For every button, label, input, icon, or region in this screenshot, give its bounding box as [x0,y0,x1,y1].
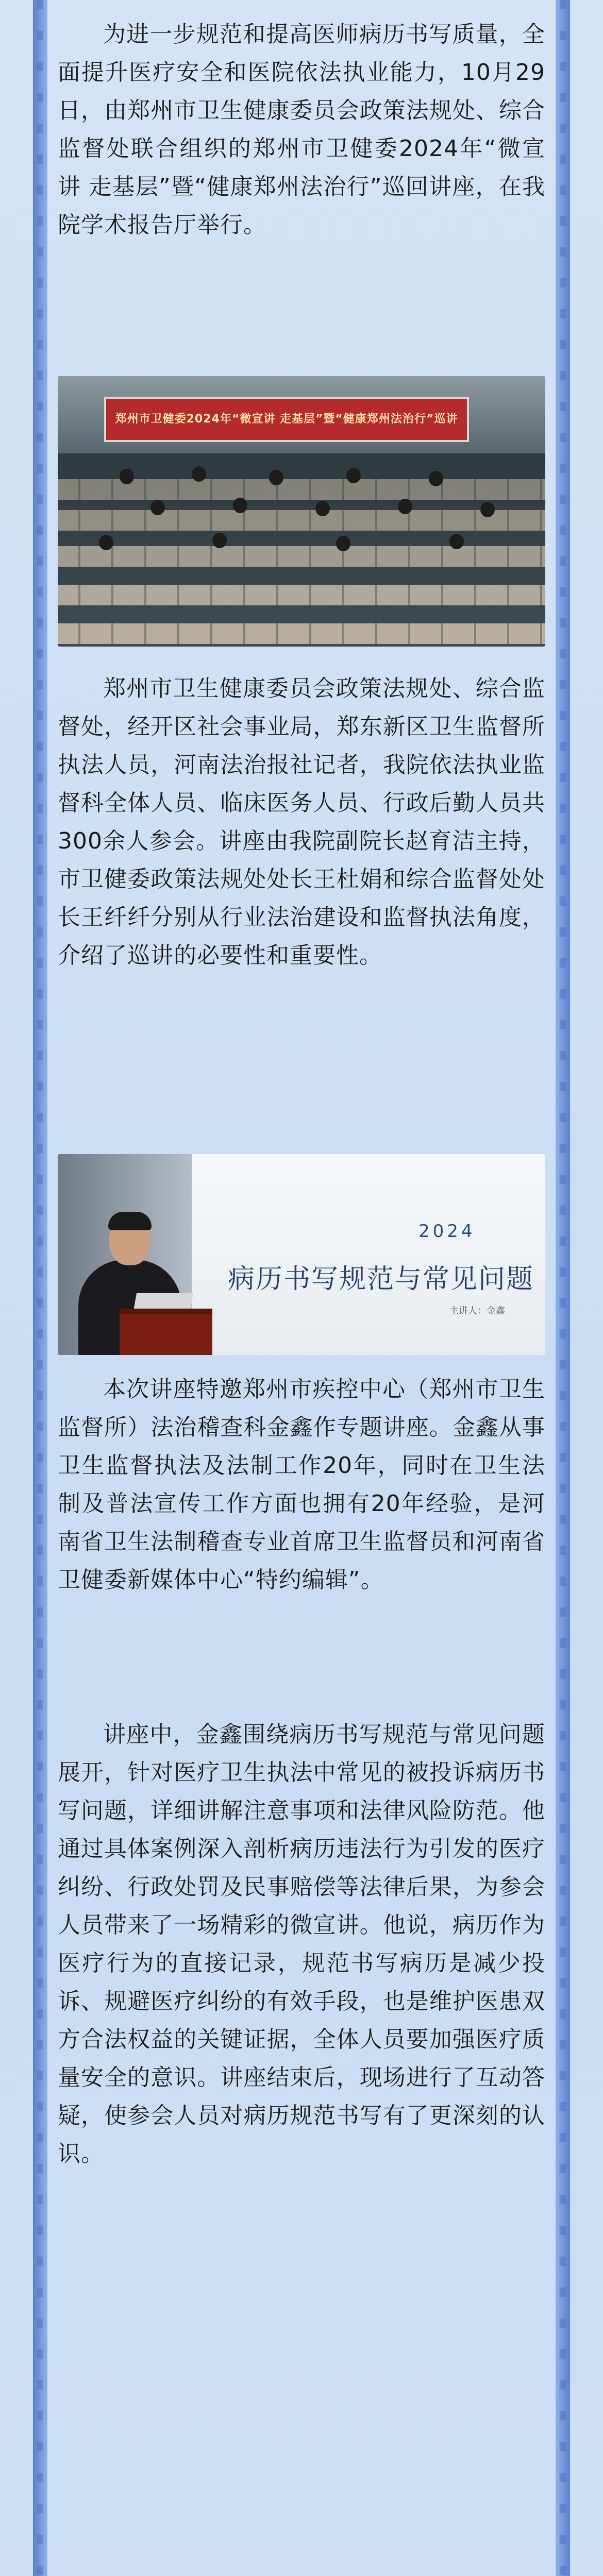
seat-row [58,585,545,605]
audience-head [336,536,350,551]
left-decorative-rail [33,0,47,2576]
speaker-hair [108,1212,152,1230]
seat-row [58,623,545,644]
audience-head [192,466,206,482]
seat-row [58,510,545,531]
audience-head [99,535,113,550]
paragraph-speaker-intro: 本次讲座特邀郑州市疾控中心（郑州市卫生监督所）法治稽查科金鑫作专题讲座。金鑫从事卫生监督执法及法制工作20年，同时在卫生法制及普法宣传工作方面也拥有20年经验，是河南省卫生法制稽查专业首席卫生监督员和河南省卫健委新媒体中心“特约编辑”。 [58,1376,545,1593]
paragraph-lecture-content: 讲座中，金鑫围绕病历书写规范与常见问题展开，针对医疗卫生执法中常见的被投诉病历书写问题，详细讲解注意事项和法律风险防范。他通过具体案例深入剖析病历违法行为引发的医疗纠纷、行政处罚及民事赔偿等法律后果，为参会人员带来了一场精彩的微宣讲。他说，病历作为医疗行为的直接记录，规范书写病历是减少投诉、规避医疗纠纷的有效手段，也是维护医患双方合法权益的关键证据，全体人员要加强医疗质量安全的意识。讲座结束后，现场进行了互动答疑，使参会人员对病历规范书写有了更深刻的认识。 [58,1721,545,2167]
slide-year: 2024 [418,1221,476,1242]
hall-banner: 郑州市卫健委2024年“微宣讲 走基层”暨“健康郑州法治行”巡讲 [104,397,469,442]
audience-head [429,471,443,486]
presentation-slide [187,1154,545,1355]
audience-head [449,534,464,549]
speaker-photo [58,1154,545,1355]
audience-head [315,501,330,516]
audience-head [150,500,165,515]
laptop [133,1293,193,1311]
lecture-hall-photo [58,376,545,647]
audience-head [120,469,134,484]
audience-head [269,470,283,485]
slide-title: 病历书写规范与常见问题 [228,1264,534,1295]
seat-row [58,546,545,567]
paragraph-attendees: 郑州市卫生健康委员会政策法规处、综合监督处，经开区社会事业局，郑东新区卫生监督所执法人员，河南法治报社记者，我院依法执业监督科全体人员、临床医务人员、行政后勤人员共300余人参会。讲座由我院副院长赵育洁主持，市卫健委政策法规处处长王杜娟和综合监督处处长王纤纤分别从行业法治建设和监督执法角度，介绍了巡讲的必要性和重要性。 [58,675,545,969]
podium [120,1309,212,1355]
audience-head [346,468,361,483]
audience-head [233,498,247,513]
slide-presenter: 主讲人：金鑫 [449,1306,505,1316]
audience-head [212,533,227,548]
audience-head [480,502,495,517]
audience-head [398,499,412,514]
paragraph-intro: 为进一步规范和提高医师病历书写质量，全面提升医疗安全和医院依法执业能力，10月29日，由郑州市卫生健康委员会政策法规处、综合监督处联合组织的郑州市卫健委2024年“微宣讲 走基层”暨“健康郑州法治行”巡回讲座，在我院学术报告厅举行。 [58,21,545,238]
right-decorative-rail [556,0,570,2576]
